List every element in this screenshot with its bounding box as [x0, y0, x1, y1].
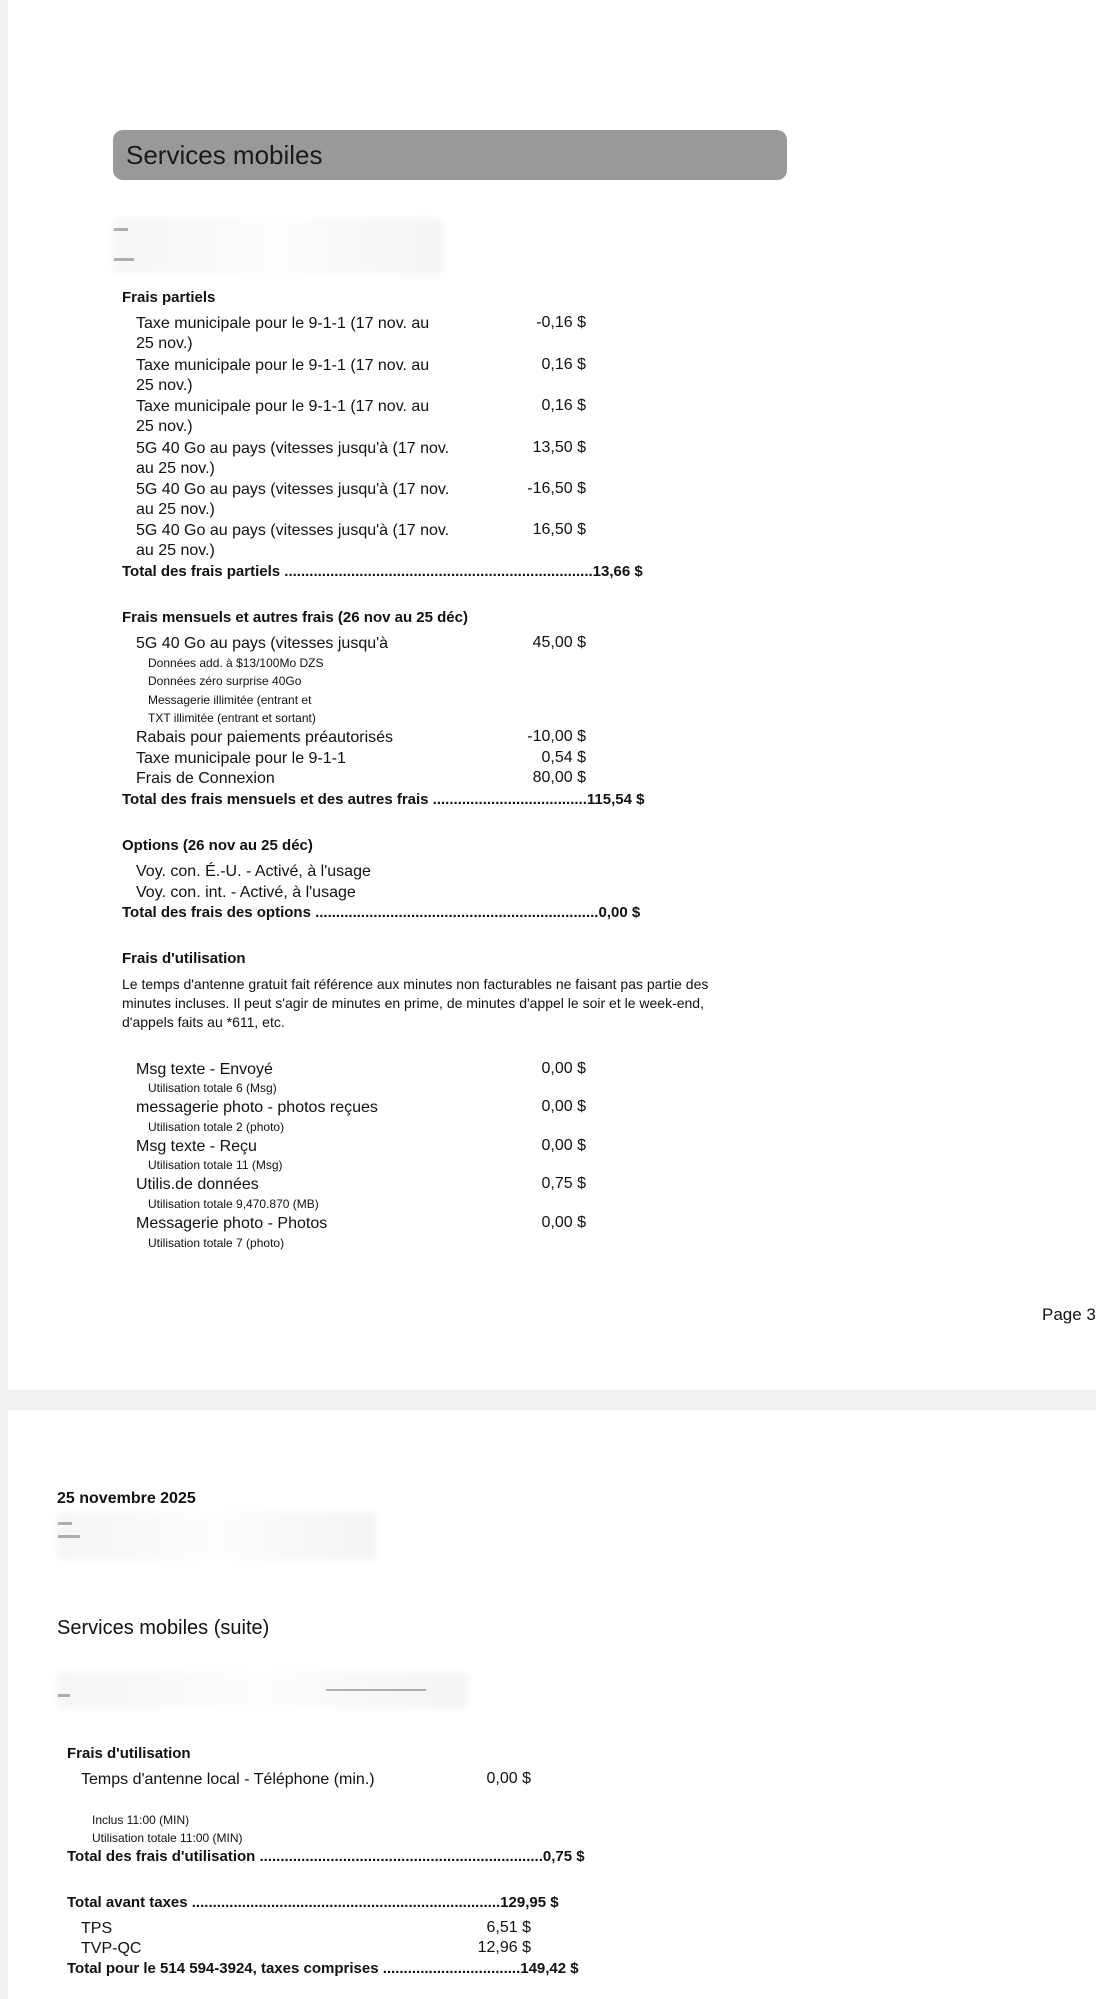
line-item-amount: 80,00 $ — [532, 769, 586, 786]
tax-name: TPS — [81, 1920, 113, 1937]
redaction-residue — [326, 1689, 426, 1691]
usage-item-desc: Messagerie photo - Photos — [136, 1215, 328, 1232]
usage-item-amount: 0,75 $ — [541, 1175, 586, 1192]
usage-item-amount: 0,00 $ — [541, 1137, 586, 1154]
line-item-desc: Taxe municipale pour le 9-1-1 — [136, 750, 346, 767]
subtotal-frais-utilisation: Total des frais d'utilisation ....................................................................0,75 $ — [67, 1848, 585, 1865]
plan-desc: 5G 40 Go au pays (vitesses jusqu'à — [136, 635, 389, 652]
section-heading-frais-utilisation: Frais d'utilisation — [67, 1745, 191, 1762]
option-item: Voy. con. É.-U. - Activé, à l'usage — [136, 863, 371, 880]
subtotal-frais-mensuels: Total des frais mensuels et des autres frais .....................................115,54 $ — [122, 791, 645, 808]
redaction-residue — [58, 1535, 80, 1538]
bill-page-4 — [8, 1410, 1096, 1999]
usage-detail: Utilisation totale 11:00 (MIN) — [92, 1831, 243, 1845]
usage-detail: Inclus 11:00 (MIN) — [92, 1813, 190, 1827]
plan-amount: 45,00 $ — [532, 634, 586, 651]
redaction-residue — [58, 1522, 72, 1525]
line-item-amount: 13,50 $ — [532, 439, 586, 456]
line-item-amount: -0,16 $ — [536, 314, 586, 331]
bill-page-3 — [8, 0, 1096, 1390]
redaction-residue — [114, 228, 128, 231]
subtotal-frais-partiels: Total des frais partiels ..........................................................................13,66 $ — [122, 563, 643, 580]
usage-item-amount: 0,00 $ — [541, 1098, 586, 1115]
line-item-desc: Taxe municipale pour le 9-1-1 (17 nov. au 25 nov.) — [136, 398, 430, 435]
subtotal-options: Total des frais des options ....................................................................0,00 $ — [122, 904, 641, 921]
redacted-account-info — [57, 1512, 377, 1560]
usage-item-desc: Msg texte - Reçu — [136, 1138, 257, 1155]
usage-item-total: Utilisation totale 7 (photo) — [148, 1236, 285, 1250]
usage-item-desc: Utilis.de données — [136, 1176, 259, 1193]
line-item-desc: 5G 40 Go au pays (vitesses jusqu'à (17 nov. au 25 nov.) — [136, 522, 450, 559]
usage-item-total: Utilisation totale 2 (photo) — [148, 1120, 285, 1134]
redaction-residue — [114, 258, 134, 261]
line-item-amount: 0,16 $ — [541, 397, 586, 414]
option-item: Voy. con. int. - Activé, à l'usage — [136, 884, 356, 901]
line-item-desc: Taxe municipale pour le 9-1-1 (17 nov. au 25 nov.) — [136, 315, 430, 352]
usage-item-total: Utilisation totale 6 (Msg) — [148, 1081, 277, 1095]
redacted-account-info — [113, 218, 443, 274]
redaction-residue — [58, 1694, 70, 1697]
tax-name: TVP-QC — [81, 1940, 142, 1957]
statement-date: 25 novembre 2025 — [57, 1490, 196, 1507]
line-item-desc: 5G 40 Go au pays (vitesses jusqu'à (17 nov. au 25 nov.) — [136, 440, 450, 477]
line-item-desc: Rabais pour paiements préautorisés — [136, 729, 394, 746]
usage-item-total: Utilisation totale 11 (Msg) — [148, 1158, 283, 1172]
line-item-desc: Frais de Connexion — [136, 770, 275, 787]
line-item-amount: 0,16 $ — [541, 356, 586, 373]
line-item-desc: Taxe municipale pour le 9-1-1 (17 nov. au 25 nov.) — [136, 357, 430, 394]
section-title: Services mobiles (suite) — [57, 1617, 270, 1639]
section-heading-frais-mensuels: Frais mensuels et autres frais (26 nov au 25 déc) — [122, 609, 468, 626]
usage-item-desc: Temps d'antenne local - Téléphone (min.) — [81, 1771, 375, 1788]
usage-item-desc: messagerie photo - photos reçues — [136, 1099, 378, 1116]
usage-item-amount: 0,00 $ — [541, 1214, 586, 1231]
line-item-amount: -10,00 $ — [527, 728, 586, 745]
usage-item-total: Utilisation totale 9,470.870 (MB) — [148, 1197, 319, 1211]
page-number: Page 3 — [1042, 1305, 1096, 1324]
line-item-amount: 16,50 $ — [532, 521, 586, 538]
plan-detail: Messagerie illimitée (entrant et — [148, 693, 312, 707]
plan-detail: Données zéro surprise 40Go — [148, 674, 302, 688]
grand-total: Total pour le 514 594-3924, taxes comprises .................................149,42 $ — [67, 1960, 579, 1977]
section-heading-frais-partiels: Frais partiels — [122, 289, 216, 306]
section-heading-options: Options (26 nov au 25 déc) — [122, 837, 313, 854]
plan-detail: TXT illimitée (entrant et sortant) — [148, 711, 316, 725]
line-item-desc: 5G 40 Go au pays (vitesses jusqu'à (17 nov. au 25 nov.) — [136, 481, 450, 518]
tax-amount: 6,51 $ — [486, 1919, 531, 1936]
section-heading-frais-utilisation: Frais d'utilisation — [122, 950, 246, 967]
section-title-bar: Services mobiles — [113, 130, 787, 180]
plan-detail: Données add. à $13/100Mo DZS — [148, 656, 324, 670]
line-item-amount: -16,50 $ — [527, 480, 586, 497]
line-item-amount: 0,54 $ — [541, 749, 586, 766]
usage-item-amount: 0,00 $ — [541, 1060, 586, 1077]
total-avant-taxes: Total avant taxes ..........................................................................129,95 $ — [67, 1894, 559, 1911]
usage-item-amount: 0,00 $ — [486, 1770, 531, 1787]
usage-note: Le temps d'antenne gratuit fait référence aux minutes non facturables ne faisant pas partie des minutes incluses. Il peut s'agir de minutes en prime, de minutes d'appel le soir et le week-end, d'appels faits au *611, etc. — [122, 976, 709, 1030]
tax-amount: 12,96 $ — [477, 1939, 531, 1956]
usage-item-desc: Msg texte - Envoyé — [136, 1061, 273, 1078]
